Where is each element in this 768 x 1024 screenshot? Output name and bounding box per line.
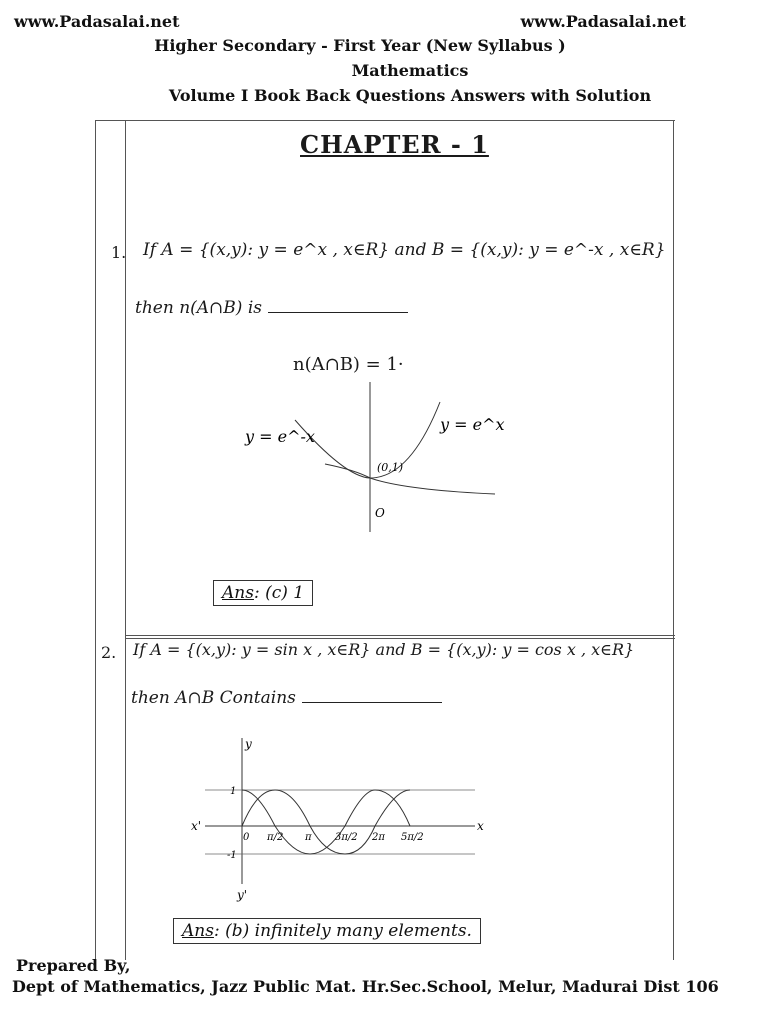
q2-y-prime-label: y' (237, 888, 248, 902)
q2-tick-pi: π (305, 832, 312, 843)
margin-line-right (673, 120, 674, 960)
q1-answer-text: : (c) 1 (253, 583, 305, 603)
q2-tick-pi-2: π/2 (267, 832, 284, 843)
q1-intersection-point: (0,1) (377, 461, 404, 474)
q1-curve-e-x-positive (295, 402, 440, 478)
q1-text: If A = {(x,y): y = e^x , x∈R} and B = {(x,y): y = e^-x , x∈R} (143, 240, 666, 260)
q2-text-line2 (131, 688, 442, 708)
q2-tick-1: 1 (230, 786, 237, 797)
site-url-left: www.Padasalai.net (14, 12, 180, 31)
q1-origin-label: O (375, 506, 385, 520)
q1-number: 1. (111, 243, 127, 262)
q2-answer-label: Ans (182, 921, 214, 941)
header-subject: Mathematics (351, 61, 469, 80)
q2-text: If A = {(x,y): y = sin x , x∈R} and B = {(x,y): y = cos x , x∈R} (133, 640, 635, 659)
worksheet-page (95, 120, 675, 960)
q2-x-prime-label: x' (191, 819, 202, 833)
q2-tick-neg1: -1 (227, 850, 237, 861)
q1-label-left: y = e^-x (245, 427, 315, 446)
q1-text-line2 (135, 298, 408, 318)
q2-y-label: y (245, 737, 252, 751)
q2-trig-graph (185, 734, 495, 909)
question-divider-double (125, 638, 675, 639)
footer-department: Dept of Mathematics, Jazz Public Mat. Hr.Sec.School, Melur, Madurai Dist 106 (12, 977, 719, 996)
chapter-title: CHAPTER - 1 (300, 130, 489, 159)
q1-result: n(A∩B) = 1· (293, 354, 404, 375)
q1-then-text: then n(A∩B) is (135, 298, 262, 318)
question-divider (125, 635, 675, 636)
q1-blank (268, 312, 408, 313)
q2-answer-text: : (b) infinitely many elements. (213, 921, 472, 941)
q2-answer-box (173, 918, 481, 944)
q1-answer-label: Ans (222, 583, 254, 603)
q1-curve-e-x-negative (325, 464, 495, 494)
q2-number: 2. (101, 643, 117, 662)
q2-then-text: then A∩B Contains (131, 688, 296, 708)
margin-line-left (95, 120, 96, 960)
q1-label-right: y = e^x (440, 415, 505, 434)
q2-tick-2pi: 2π (372, 832, 385, 843)
site-url-right: www.Padasalai.net (520, 12, 686, 31)
q2-tick-0: 0 (243, 832, 250, 843)
footer-prepared-by: Prepared By, (16, 956, 131, 975)
header-volume-title: Volume I Book Back Questions Answers with Solution (168, 86, 652, 105)
top-rule (95, 120, 675, 121)
q1-exponential-graph (235, 382, 515, 532)
q2-x-label: x (477, 819, 484, 833)
q2-sine-curve (242, 790, 410, 854)
q2-blank (302, 702, 442, 703)
q2-tick-3pi-2: 3π/2 (335, 832, 358, 843)
header-course-title: Higher Secondary - First Year (New Syllabus ) (154, 36, 566, 55)
q1-answer-box (213, 580, 313, 606)
q2-cosine-curve (242, 790, 410, 854)
q2-tick-5pi-2: 5π/2 (401, 832, 424, 843)
